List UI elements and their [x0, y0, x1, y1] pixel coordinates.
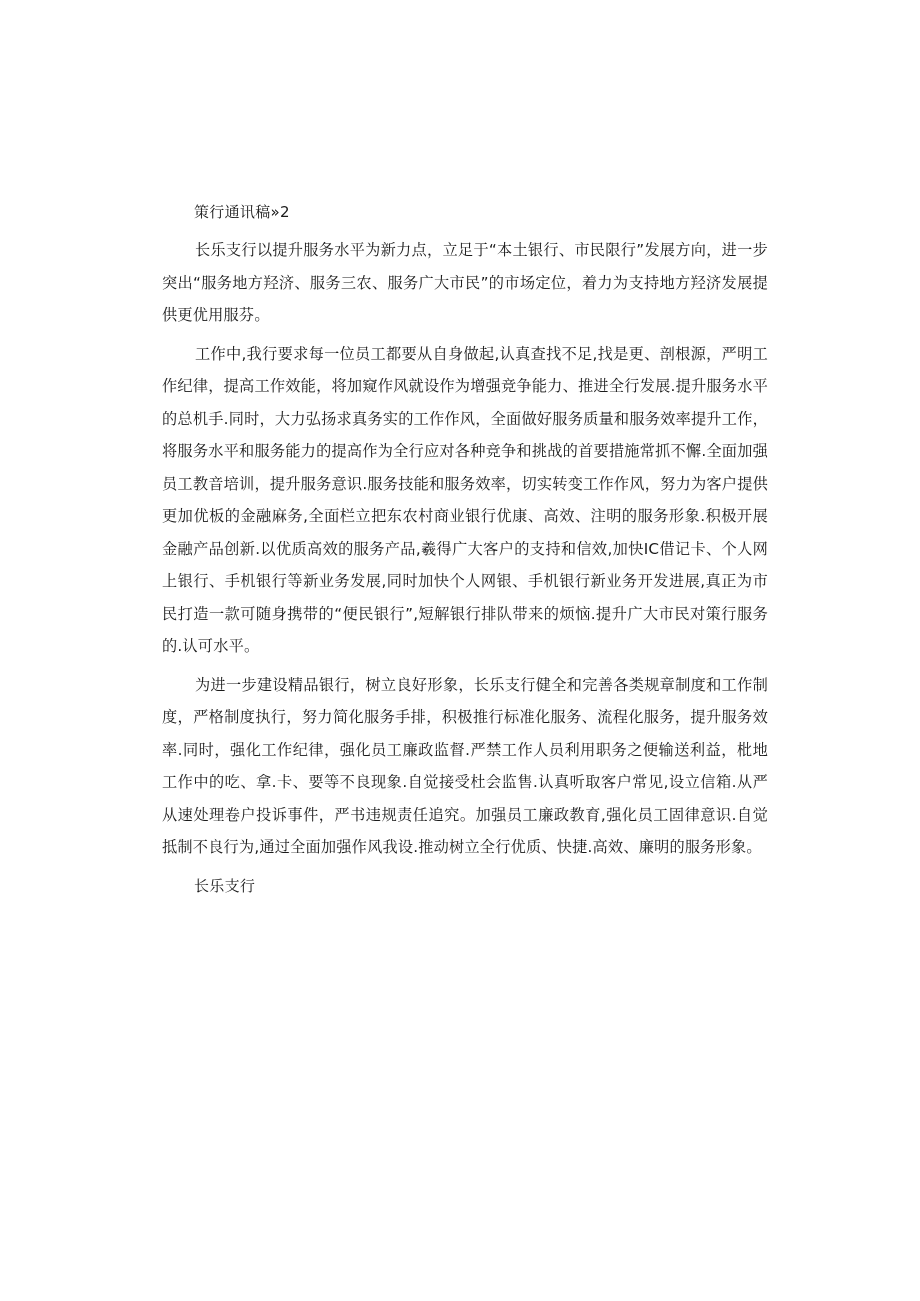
- document-body: [162, 196, 768, 902]
- paragraph-integrity: 为进一步建设精品银行，树立良好形象，长乐支行健全和完善各类规章制度和工作制度，严格制度执行，努力简化服务手排，积极推行标准化服务、流程化服务，提升服务效率.同时，强化工作纪律，强化员工廉政监督.严禁工作人员利用职务之便输送利益，枇地工作中的吃、拿.卡、要等不良现象.自觉接受杜会监售.认真听取客户常见,设立信箱.从严从速处理卷户投诉事件，严书违规责任追究。加强员工廉政教育,强化员工固律意识.自觉抵制不良行为,通过全面加强作风我设.推动树立全行优质、快捷.高效、廉明的服务形象。: [162, 675, 768, 856]
- paragraph-intro: 长乐支行以提升服务水平为新力点，立足于“本土银行、市民限行”发展方向，进一步突出“服务地方羟济、服务三农、服务广大市民”的市场定位，着力为支持地方羟济发展提供更优用服芬。: [162, 241, 768, 324]
- document-heading: 策行通讯稿»2: [194, 203, 290, 221]
- document-signature: 长乐支行: [194, 876, 256, 895]
- paragraph-work: 工作中,我行要求每一位员工都要从自身做起,认真查找不足,找是更、剖根源，严明工作纪律，提高工作效能，将加窥作风就设作为增强竞争能力、推进全行发展.提升服务水平的总机手.同时，大力弘扬求真务实的工作作风，全面做好服务质量和服务效率提升工作，将服务水平和服务能力的提高作为全行应对各种竞争和挑战的首要措施常抓不懈.全面加强员工教音培训，提升服务意识.服务技能和服务效率，切实转变工作作风，努力为客户提供更加优板的金融麻务,全面栏立把东农村商业银行优康、高效、注明的服务形象.积极开展金融产品创新.以优质高效的服务产品,羲得广大客户的支持和信效,加快IC借记卡、个人网上银行、手机银行等新业务发展,同时加快个人网银、手机银行新业务开发进展,真正为市民打造一款可随身携带的“便民银行”,短解银行排队带来的烦恼.提升广大市民对策行服务的.认可水平。: [162, 344, 768, 655]
